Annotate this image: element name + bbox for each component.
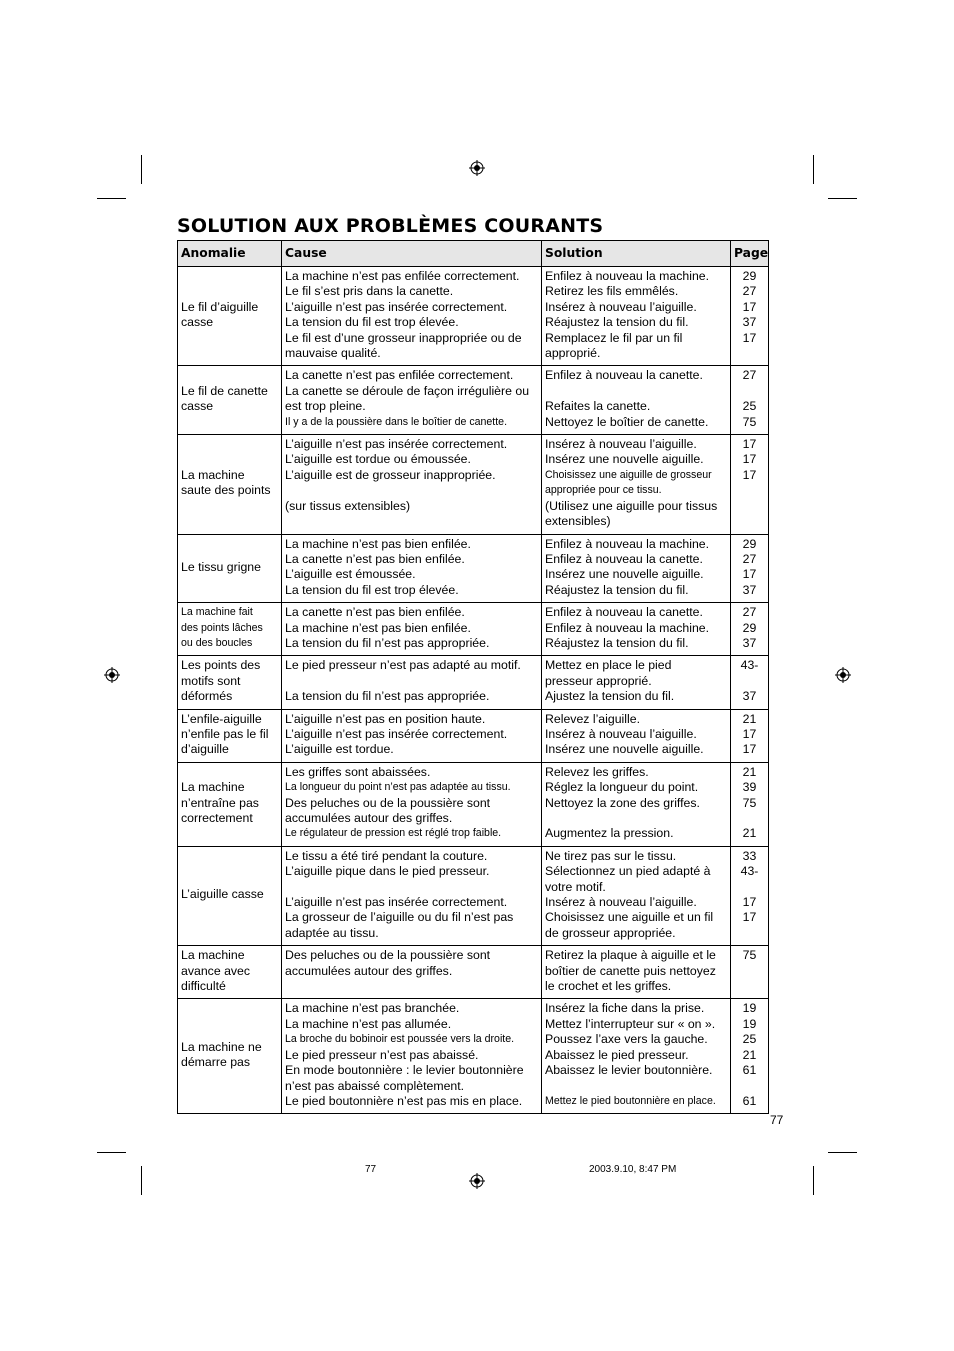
pages-line: 21 — [742, 764, 757, 779]
table-row — [178, 709, 769, 762]
page-cell — [731, 603, 769, 656]
cause-line: Le tissu a été tiré pendant la couture. — [285, 848, 488, 863]
solution-cell — [542, 534, 731, 603]
solution-line: Ajustez la tension du fil. — [545, 689, 675, 704]
cause-line: La tension du fil est trop élevée. — [285, 582, 459, 597]
footer-timestamp: 2003.9.10, 8:47 PM — [589, 1164, 677, 1175]
crop-mark — [141, 155, 142, 184]
pages-line: 25 — [742, 1032, 757, 1047]
solution-line: Insérez à nouveau l’aiguille. — [545, 895, 697, 910]
solution-line: Abaissez le pied presseur. — [545, 1047, 689, 1062]
registration-mark-icon — [469, 1173, 485, 1189]
solution-line: Abaissez le levier boutonnière. — [545, 1063, 713, 1078]
solution-line: Mettez l’interrupteur sur « on ». — [545, 1016, 716, 1031]
cause-line: La machine n’est pas allumée. — [285, 1016, 452, 1031]
solution-line: Nettoyez la zone des griffes. — [545, 795, 700, 810]
anomalie-cell — [178, 366, 282, 435]
cause-line: La longueur du point n’est pas adaptée au tissu. — [285, 781, 511, 794]
cause-line: Le pied presseur n’est pas adapté au motif. — [285, 658, 521, 673]
pages-line: 61 — [742, 1093, 757, 1108]
solution-line: presseur approprié. — [545, 673, 652, 688]
cause-cell — [282, 709, 542, 762]
crop-mark — [828, 198, 857, 199]
page-cell — [731, 946, 769, 999]
solution-line: Retirez les fils emmêlés. — [545, 284, 679, 299]
cause-line: La canette n’est pas enfilée correctement. — [285, 368, 514, 383]
cause-line: La tension du fil est trop élevée. — [285, 315, 459, 330]
page-title: SOLUTION AUX PROBLÈMES COURANTS — [177, 215, 604, 237]
table-row — [178, 534, 769, 603]
solution-line: Réajustez la tension du fil. — [545, 635, 689, 650]
cause-line: La machine n’est pas bien enfilée. — [285, 536, 471, 551]
anomalie-line: correctement — [181, 811, 253, 825]
page-cell — [731, 366, 769, 435]
registration-mark-icon — [469, 160, 485, 176]
pages-line: 21 — [742, 1047, 757, 1062]
table-row — [178, 656, 769, 709]
anomalie-cell — [178, 603, 282, 656]
pages-line: 17 — [742, 452, 757, 467]
solution-line: Sélectionnez un pied adapté à — [545, 864, 711, 879]
pages-line: 37 — [742, 689, 757, 704]
solution-cell — [542, 999, 731, 1114]
cause-line: (sur tissus extensibles) — [285, 498, 411, 513]
cause-line: La tension du fil n’est pas appropriée. — [285, 689, 490, 704]
anomalie-line: difficulté — [181, 979, 226, 994]
solution-line — [545, 1079, 727, 1094]
cause-line: Des peluches ou de la poussière sont — [285, 795, 491, 810]
cause-line: L’aiguille n’est pas insérée correctement. — [285, 726, 508, 741]
solution-line: Insérez à nouveau l’aiguille. — [545, 726, 697, 741]
anomalie-line: Le tissu grigne — [181, 559, 261, 574]
crop-mark — [813, 155, 814, 184]
anomalie-line: casse — [181, 399, 214, 414]
cause-line: L’aiguille pique dans le pied presseur. — [285, 864, 490, 879]
pages-line — [734, 674, 765, 689]
header-page: Page — [731, 241, 769, 267]
solution-line — [545, 384, 727, 399]
cause-line — [285, 880, 538, 895]
cause-cell — [282, 267, 542, 366]
registration-mark-icon — [104, 667, 120, 683]
anomalie-line: motifs sont — [181, 673, 241, 688]
anomalie-cell — [178, 999, 282, 1114]
cause-cell — [282, 366, 542, 435]
anomalie-line: déformés — [181, 689, 233, 704]
anomalie-line: saute des points — [181, 483, 271, 498]
page-cell — [731, 846, 769, 945]
solution-line: Enfilez à nouveau la canette. — [545, 368, 703, 383]
table-row — [178, 846, 769, 945]
pages-line: 25 — [742, 399, 757, 414]
pages-line: 21 — [742, 826, 757, 841]
crop-mark — [97, 1152, 126, 1153]
pages-line: 17 — [742, 910, 757, 925]
table-row — [178, 603, 769, 656]
pages-line: 27 — [742, 368, 757, 383]
table-row — [178, 267, 769, 366]
anomalie-line: La machine — [181, 780, 245, 795]
header-solution: Solution — [542, 241, 731, 267]
solution-cell — [542, 267, 731, 366]
solution-line: Enfilez à nouveau la canette. — [545, 551, 703, 566]
solution-cell — [542, 603, 731, 656]
solution-line: Insérez à nouveau l’aiguille. — [545, 437, 697, 452]
cause-cell — [282, 762, 542, 846]
cause-line: L’aiguille n’est pas en position haute. — [285, 711, 486, 726]
cause-line: Le régulateur de pression est réglé trop faible. — [285, 827, 502, 840]
pages-line: 17 — [742, 895, 757, 910]
cause-cell — [282, 846, 542, 945]
solution-line: le crochet et les griffes. — [545, 979, 672, 994]
page-cell — [731, 709, 769, 762]
pages-line: 21 — [742, 711, 757, 726]
footer-page-number: 77 — [365, 1164, 377, 1175]
pages-line — [734, 926, 765, 941]
solution-line: (Utilisez une aiguille pour tissus — [545, 498, 718, 513]
anomalie-line: ou des boucles — [181, 636, 253, 649]
anomalie-line: d’aiguille — [181, 742, 229, 757]
solution-line: Mettez en place le pied — [545, 658, 672, 673]
pages-line: 37 — [742, 635, 757, 650]
pages-line: 17 — [742, 467, 757, 482]
cause-line: n’est pas abaissé complètement. — [285, 1078, 465, 1093]
solution-line: Augmentez la pression. — [545, 826, 674, 841]
table-row — [178, 435, 769, 534]
cause-line — [285, 483, 538, 498]
cause-line: mauvaise qualité. — [285, 346, 381, 361]
anomalie-cell — [178, 435, 282, 534]
cause-cell — [282, 656, 542, 709]
anomalie-line: La machine — [181, 948, 245, 963]
cause-line: L’aiguille est tordue. — [285, 742, 394, 757]
anomalie-line: démarre pas — [181, 1055, 251, 1070]
pages-line: 75 — [742, 948, 757, 963]
solution-line: extensibles) — [545, 514, 611, 529]
table-row — [178, 999, 769, 1114]
solution-cell — [542, 846, 731, 945]
anomalie-cell — [178, 534, 282, 603]
anomalie-line: casse — [181, 315, 214, 330]
crop-mark — [813, 1166, 814, 1195]
pages-line: 75 — [742, 795, 757, 810]
crop-mark — [97, 198, 126, 199]
solution-line: Réajustez la tension du fil. — [545, 582, 689, 597]
solution-line: approprié. — [545, 346, 601, 361]
anomalie-line: Le fil d’aiguille — [181, 299, 259, 314]
anomalie-cell — [178, 709, 282, 762]
anomalie-line: L’aiguille casse — [181, 887, 264, 902]
pages-line: 29 — [742, 620, 757, 635]
cause-line: Le fil s’est pris dans la canette. — [285, 284, 454, 299]
pages-line: 33 — [742, 848, 757, 863]
anomalie-cell — [178, 267, 282, 366]
cause-line: Les griffes sont abaissées. — [285, 764, 431, 779]
pages-line: 19 — [742, 1016, 757, 1031]
cause-cell — [282, 603, 542, 656]
anomalie-line: L’enfile-aiguille — [181, 711, 262, 726]
pages-line: 37 — [742, 315, 757, 330]
cause-line: L’aiguille n’est pas insérée correctement. — [285, 437, 508, 452]
pages-line: 17 — [742, 726, 757, 741]
troubleshooting-table — [177, 240, 769, 1114]
pages-line — [734, 811, 765, 826]
cause-line: Le pied boutonnière n’est pas mis en place. — [285, 1093, 523, 1108]
table-header-row — [178, 241, 769, 267]
solution-cell — [542, 435, 731, 534]
cause-line — [285, 674, 538, 689]
solution-line: votre motif. — [545, 879, 606, 894]
page-cell — [731, 999, 769, 1114]
pages-line: 43- — [740, 658, 759, 673]
cause-line: est trop pleine. — [285, 399, 366, 414]
solution-line: Retirez la plaque à aiguille et le — [545, 948, 716, 963]
solution-line: Réajustez la tension du fil. — [545, 315, 689, 330]
crop-mark — [141, 1166, 142, 1195]
solution-line: Enfilez à nouveau la machine. — [545, 269, 710, 283]
pages-line: 17 — [742, 567, 757, 582]
cause-line: La grosseur de l’aiguille ou du fil n’est pas — [285, 910, 514, 925]
page-cell — [731, 435, 769, 534]
solution-line: Remplacez le fil par un fil — [545, 330, 683, 345]
anomalie-line: n’enfile pas le fil — [181, 726, 269, 741]
cause-line: Il y a de la poussière dans le boîtier de canette. — [285, 415, 508, 428]
cause-cell — [282, 435, 542, 534]
solution-cell — [542, 366, 731, 435]
page-number: 77 — [770, 1113, 784, 1127]
cause-line: accumulées autour des griffes. — [285, 963, 453, 978]
solution-cell — [542, 656, 731, 709]
cause-line: La machine n’est pas branchée. — [285, 1001, 460, 1016]
solution-line: Choisissez une aiguille et un fil — [545, 910, 714, 925]
anomalie-cell — [178, 656, 282, 709]
page-cell — [731, 656, 769, 709]
pages-line: 43- — [740, 864, 759, 879]
pages-line: 29 — [742, 536, 757, 551]
solution-line: Insérez une nouvelle aiguille. — [545, 742, 704, 757]
cause-line: La machine n’est pas enfilée correctement. — [285, 269, 520, 283]
cause-line: adaptée au tissu. — [285, 925, 379, 940]
pages-line: 29 — [742, 269, 757, 283]
cause-cell — [282, 999, 542, 1114]
cause-line: Des peluches ou de la poussière sont — [285, 948, 491, 963]
solution-cell — [542, 762, 731, 846]
pages-line: 17 — [742, 299, 757, 314]
solution-line: Nettoyez le boîtier de canette. — [545, 414, 709, 429]
pages-line — [734, 880, 765, 895]
pages-line: 17 — [742, 330, 757, 345]
solution-line: Ne tirez pas sur le tissu. — [545, 848, 677, 863]
solution-line: Insérez à nouveau l’aiguille. — [545, 299, 697, 314]
pages-line: 17 — [742, 742, 757, 757]
cause-line: L’aiguille est de grosseur inappropriée. — [285, 467, 496, 482]
pages-line: 17 — [742, 437, 757, 452]
pages-line: 75 — [742, 414, 757, 429]
anomalie-line: Le fil de canette — [181, 383, 268, 398]
cause-line: L’aiguille est tordue ou émoussée. — [285, 452, 471, 467]
cause-line: La canette n’est pas bien enfilée. — [285, 605, 465, 620]
table-row — [178, 366, 769, 435]
pages-line — [734, 384, 765, 399]
pages-line: 27 — [742, 551, 757, 566]
pages-line: 27 — [742, 284, 757, 299]
cause-line: La machine n’est pas bien enfilée. — [285, 620, 471, 635]
solution-line: de grosseur appropriée. — [545, 925, 676, 940]
page-cell — [731, 534, 769, 603]
solution-line: Choisissez une aiguille de grosseur — [545, 468, 712, 481]
cause-line: En mode boutonnière : le levier boutonnière — [285, 1063, 524, 1078]
cause-line: accumulées autour des griffes. — [285, 811, 453, 825]
solution-cell — [542, 709, 731, 762]
anomalie-line: Les points des — [181, 658, 261, 673]
anomalie-line: La machine — [181, 467, 245, 482]
header-cause: Cause — [282, 241, 542, 267]
solution-line: Refaites la canette. — [545, 399, 651, 414]
anomalie-cell — [178, 762, 282, 846]
solution-line: Enfilez à nouveau la machine. — [545, 536, 710, 551]
anomalie-line: n’entraîne pas — [181, 795, 259, 810]
registration-mark-icon — [835, 667, 851, 683]
solution-line: Insérez une nouvelle aiguille. — [545, 567, 704, 582]
table-body — [178, 267, 769, 1114]
cause-line: Le pied presseur n’est pas abaissé. — [285, 1047, 479, 1062]
solution-line: boîtier de canette puis nettoyez — [545, 963, 716, 978]
crop-mark — [828, 1152, 857, 1153]
solution-line: Relevez les griffes. — [545, 764, 649, 779]
cause-line: L’aiguille n’est pas insérée correctement. — [285, 895, 508, 910]
cause-line: La tension du fil n’est pas appropriée. — [285, 635, 490, 650]
solution-line: Enfilez à nouveau la canette. — [545, 605, 703, 620]
cause-cell — [282, 534, 542, 603]
page-cell — [731, 762, 769, 846]
page-cell — [731, 267, 769, 366]
pages-line: 37 — [742, 582, 757, 597]
table-row — [178, 946, 769, 999]
solution-line: appropriée pour ce tissu. — [545, 484, 662, 497]
pages-line: 39 — [742, 780, 757, 795]
solution-line: Réglez la longueur du point. — [545, 780, 699, 795]
anomalie-line: La machine ne — [181, 1039, 262, 1054]
table-row — [178, 762, 769, 846]
cause-line: Le fil est d’une grosseur inappropriée ou de — [285, 330, 522, 345]
cause-line: L’aiguille n’est pas insérée correctement. — [285, 299, 508, 314]
anomalie-line: avance avec — [181, 963, 251, 978]
pages-line: 61 — [742, 1063, 757, 1078]
anomalie-cell — [178, 946, 282, 999]
cause-line: La broche du bobinoir est poussée vers la droite. — [285, 1033, 515, 1046]
pages-line: 27 — [742, 605, 757, 620]
cause-line: L’aiguille est émoussée. — [285, 567, 416, 582]
solution-line: Poussez l’axe vers la gauche. — [545, 1032, 708, 1047]
solution-cell — [542, 946, 731, 999]
header-anomalie: Anomalie — [178, 241, 282, 267]
pages-line — [734, 1079, 765, 1094]
anomalie-line: des points lâches — [181, 621, 263, 634]
solution-line: Enfilez à nouveau la machine. — [545, 620, 710, 635]
solution-line: Mettez le pied boutonnière en place. — [545, 1094, 716, 1107]
solution-line — [545, 811, 727, 826]
cause-line: La canette se déroule de façon irrégulière ou — [285, 383, 530, 398]
pages-line — [734, 346, 765, 361]
solution-line: Insérez la fiche dans la prise. — [545, 1001, 705, 1016]
cause-cell — [282, 946, 542, 999]
anomalie-line: La machine fait — [181, 606, 253, 619]
pages-line: 19 — [742, 1001, 757, 1016]
solution-line: Relevez l’aiguille. — [545, 711, 641, 726]
cause-line: La canette n’est pas bien enfilée. — [285, 551, 465, 566]
solution-line: Insérez une nouvelle aiguille. — [545, 452, 704, 467]
anomalie-cell — [178, 846, 282, 945]
